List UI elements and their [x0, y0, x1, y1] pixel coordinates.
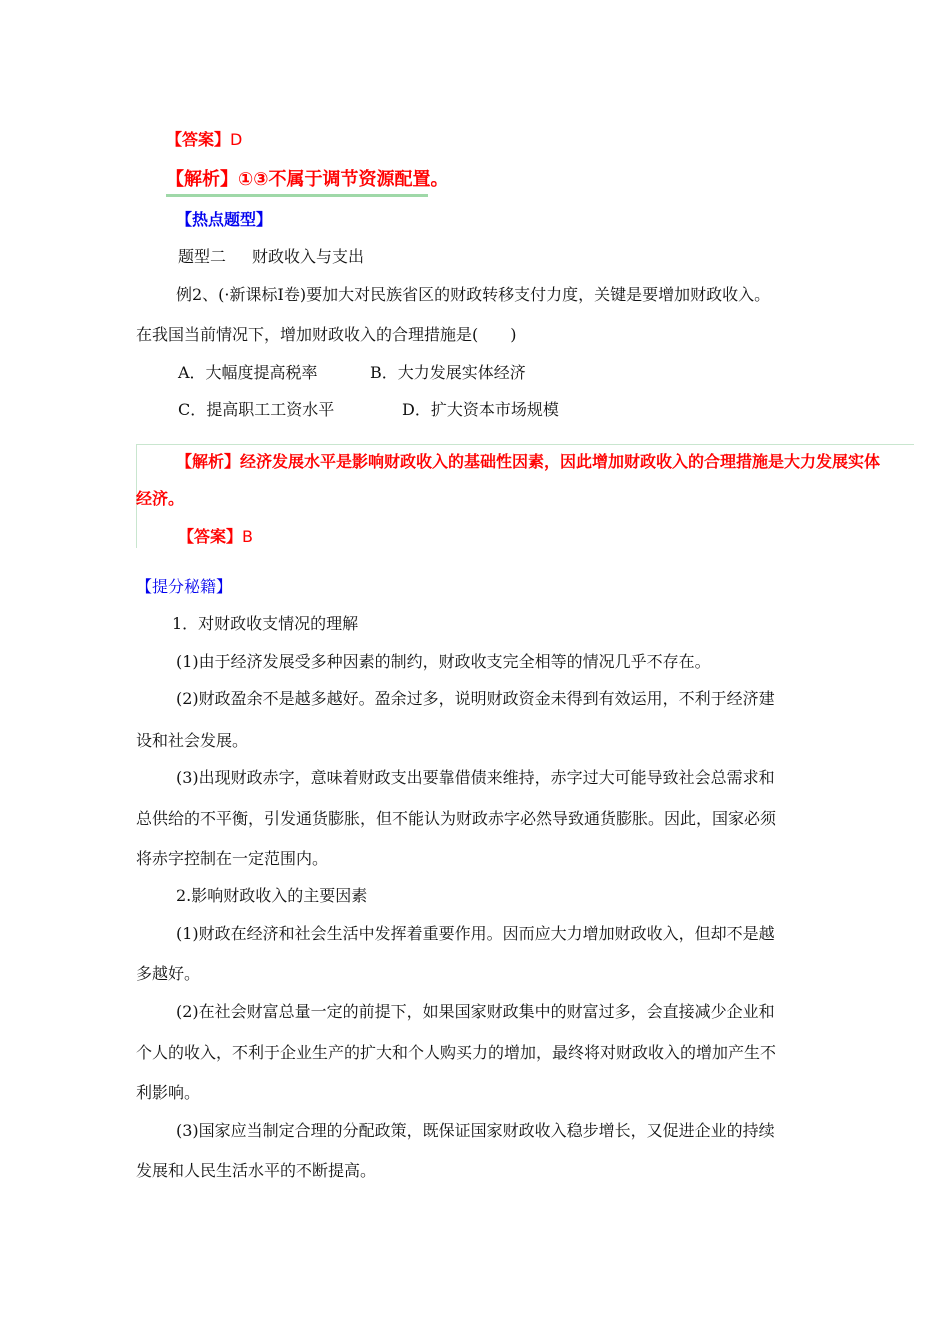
topic-prefix: 题型二 — [178, 247, 227, 266]
tips-section-2-title: 2.影响财政收入的主要因素 — [176, 886, 368, 905]
tips-s2-p2-line-2: 个人的收入，不利于企业生产的扩大和个人购买力的增加，最终将对财政收入的增加产生不 — [136, 1043, 777, 1062]
tips-s1-p3-line-2: 总供给的不平衡，引发通货膨胀，但不能认为财政赤字必然导致通货膨胀。因此，国家必须 — [136, 809, 777, 828]
tips-s2-p2-line-1: (2)在社会财富总量一定的前提下，如果国家财政集中的财富过多，会直接减少企业和 — [176, 1002, 775, 1021]
tips-s1-p1: (1)由于经济发展受多种因素的制约，财政收支完全相等的情况几乎不存在。 — [176, 652, 711, 671]
hot-type-heading: 【热点题型】 — [176, 210, 273, 229]
example-analysis-line-1 — [176, 452, 880, 472]
highlight-underline — [166, 194, 428, 197]
tips-section-1-title: 1．对财政收支情况的理解 — [172, 614, 359, 633]
tips-s2-p3-line-1: (3)国家应当制定合理的分配政策，既保证国家财政收入稳步增长，又促进企业的持续 — [176, 1121, 775, 1140]
option-d: D．扩大资本市场规模 — [402, 400, 559, 419]
tips-s1-p3-line-1: (3)出现财政赤字，意味着财政支出要靠借债来维持，赤字过大可能导致社会总需求和 — [176, 768, 775, 787]
tips-s2-p1-line-2: 多越好。 — [136, 964, 201, 983]
topic-heading — [178, 247, 364, 267]
prev-analysis — [166, 170, 448, 190]
example-analysis-label: 【解析】 — [176, 452, 241, 471]
topic-title: 财政收入与支出 — [252, 247, 365, 266]
option-a: A．大幅度提高税率 — [178, 363, 318, 382]
option-c: C．提高职工工资水平 — [178, 400, 335, 419]
prev-answer-value: D — [230, 130, 243, 149]
tips-s1-p2-line-2: 设和社会发展。 — [136, 731, 249, 750]
prev-answer — [166, 130, 242, 150]
tips-s2-p2-line-3: 利影响。 — [136, 1083, 201, 1102]
analysis-frame-top — [136, 444, 914, 445]
prev-analysis-text: ①③不属于调节资源配置。 — [238, 169, 449, 190]
example-analysis-line-2: 经济。 — [136, 489, 185, 508]
tips-heading: 【提分秘籍】 — [136, 577, 233, 596]
example-answer-value: B — [242, 527, 253, 546]
example-line-2: 在我国当前情况下，增加财政收入的合理措施是( ) — [136, 325, 517, 344]
tips-s2-p3-line-2: 发展和人民生活水平的不断提高。 — [136, 1161, 377, 1180]
tips-s1-p2-line-1: (2)财政盈余不是越多越好。盈余过多，说明财政资金未得到有效运用，不利于经济建 — [176, 689, 775, 708]
prev-answer-label: 【答案】 — [166, 130, 231, 149]
option-b: B．大力发展实体经济 — [370, 363, 526, 382]
example-answer — [178, 527, 253, 547]
tips-s2-p1-line-1: (1)财政在经济和社会生活中发挥着重要作用。因而应大力增加财政收入，但却不是越 — [176, 924, 775, 943]
example-answer-label: 【答案】 — [178, 527, 243, 546]
example-analysis-text-1: 经济发展水平是影响财政收入的基础性因素，因此增加财政收入的合理措施是大力发展实体 — [240, 452, 881, 471]
prev-analysis-label: 【解析】 — [166, 169, 238, 190]
tips-s1-p3-line-3: 将赤字控制在一定范围内。 — [136, 849, 329, 868]
example-line-1: 例2、(·新课标Ⅰ卷)要加大对民族省区的财政转移支付力度，关键是要增加财政收入。 — [176, 285, 771, 304]
